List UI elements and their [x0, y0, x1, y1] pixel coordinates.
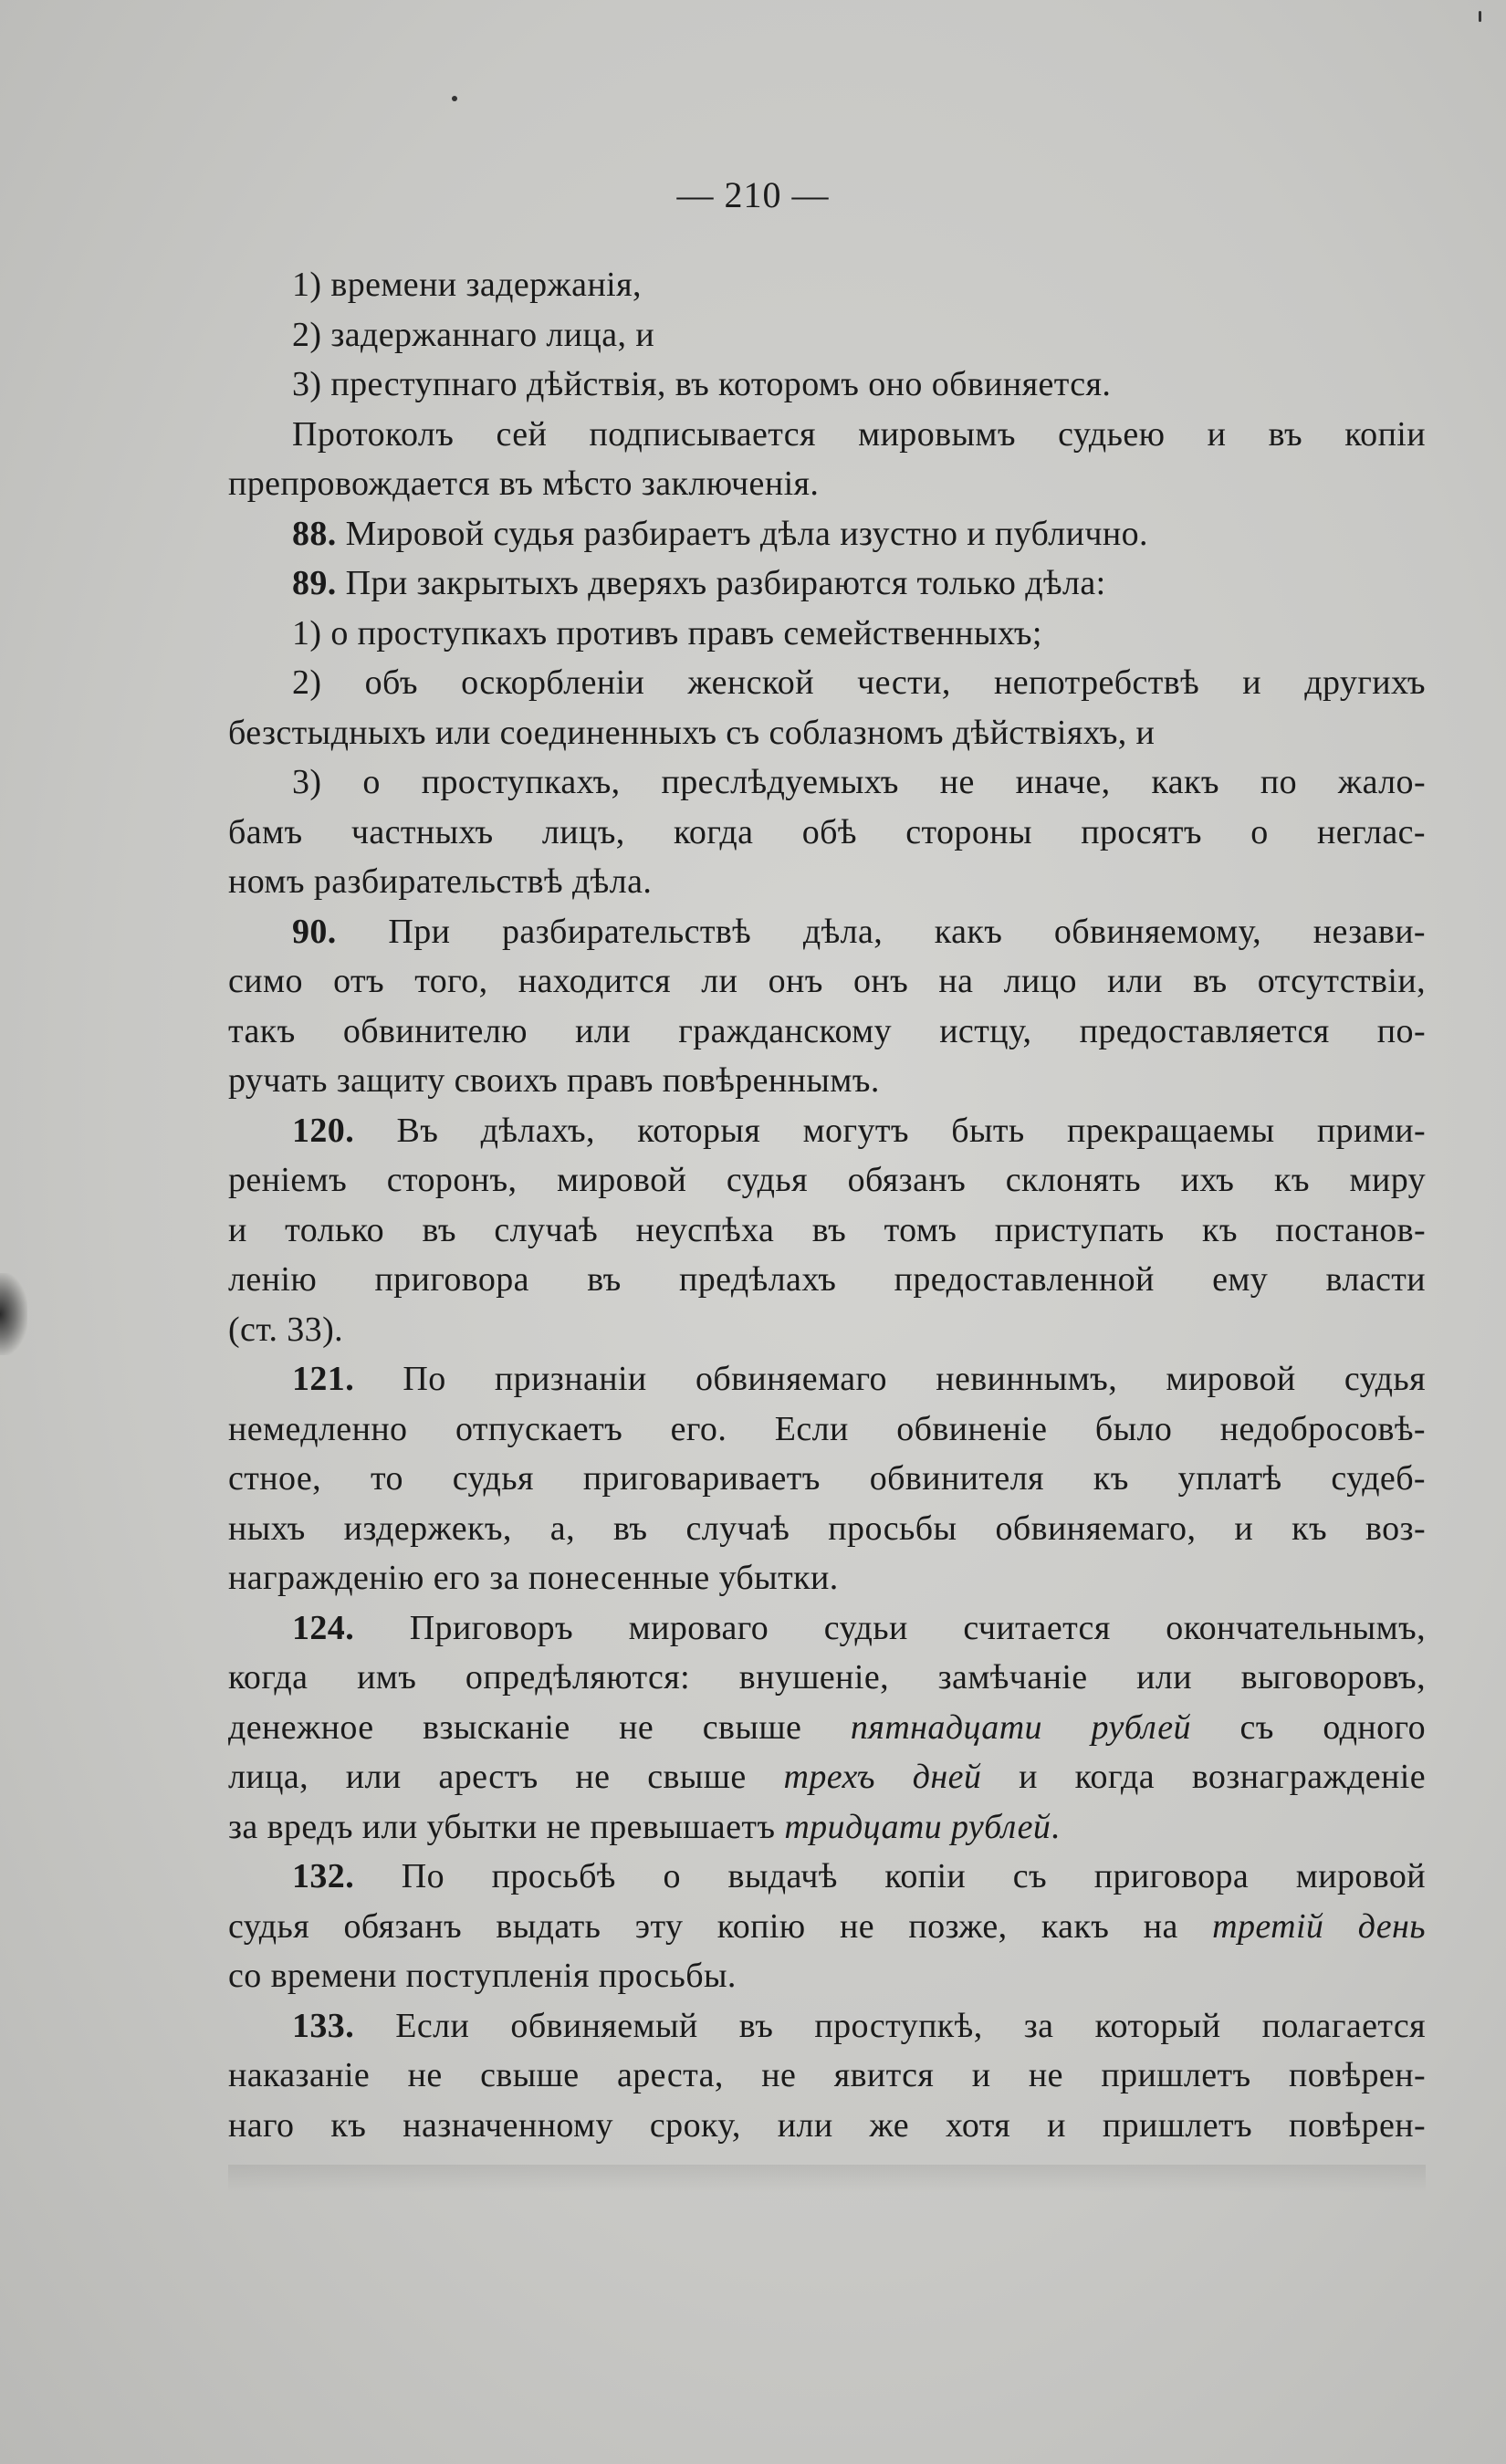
paper-speck [1479, 11, 1481, 22]
text-line: номъ разбирательствѣ дѣла. [228, 862, 653, 901]
text-line: 1) времени задержанія, [292, 266, 642, 304]
text-line: 1) о проступкахъ противъ правъ семейственныхъ; [292, 613, 1042, 653]
paper-speck [452, 96, 457, 101]
article-line: 120. Въ дѣлахъ, которыя могутъ быть прекращаемы прими- [292, 1111, 1426, 1150]
text-line: препровождается въ мѣсто заключенія. [228, 465, 820, 503]
text-line: симо отъ того, находится ли онъ онъ на лицо или въ отсутствіи, [228, 962, 1426, 1000]
body-text [228, 260, 1426, 2150]
text-line: ныхъ издержекъ, а, въ случаѣ просьбы обвиняемаго, и къ воз- [228, 1509, 1426, 1548]
article-line: 88. Мировой судья разбираетъ дѣла изустно и публично. [292, 514, 1148, 553]
text-line: когда имъ опредѣляются: внушеніе, замѣчаніе или выговоровъ, [228, 1658, 1426, 1697]
text-line: за вредъ или убытки не превышаетъ тридцати рублей. [228, 1807, 1061, 1846]
article-number: 90. [292, 912, 337, 951]
article-number: 88. [292, 514, 337, 553]
text-line: реніемъ сторонъ, мировой судья обязанъ склонять ихъ къ миру [228, 1161, 1426, 1199]
article-line: 90. При разбирательствѣ дѣла, какъ обвиняемому, незави- [292, 912, 1426, 951]
italic-phrase: третій день [1212, 1906, 1426, 1946]
article-line: 89. При закрытыхъ дверяхъ разбираются только дѣла: [292, 564, 1106, 602]
italic-phrase: тридцати рублей [784, 1807, 1051, 1846]
text-line: лица, или арестъ не свыше трехъ дней и когда вознагражденіе [228, 1758, 1426, 1796]
text-line: стное, то судья приговариваетъ обвинителя къ уплатѣ судеб- [228, 1459, 1426, 1498]
text-line: со времени поступленія просьбы. [228, 1957, 737, 1995]
text-line: ручать защиту своихъ правъ повѣреннымъ. [228, 1061, 880, 1100]
text-line: такъ обвинителю или гражданскому истцу, предоставляется по- [228, 1011, 1426, 1050]
text-line: 2) объ оскорбленіи женской чести, непотребствѣ и другихъ [292, 663, 1426, 702]
italic-phrase: трехъ дней [783, 1758, 982, 1796]
text-line: 2) задержаннаго лица, и [292, 315, 655, 354]
text-line: наго къ назначенному сроку, или же хотя и пришлетъ повѣрен- [228, 2105, 1426, 2145]
text-line: немедленно отпускаетъ его. Если обвиненіе было недобросовѣ- [228, 1409, 1426, 1448]
text-line: (ст. 33). [228, 1310, 344, 1349]
article-number: 133. [292, 2006, 355, 2045]
italic-phrase: пятнадцати рублей [850, 1707, 1191, 1747]
text-line: награжденію его за понесенные убытки. [228, 1559, 839, 1597]
ink-blot [0, 1273, 27, 1355]
article-number: 121. [292, 1360, 355, 1398]
article-number: 89. [292, 564, 337, 602]
article-number: 120. [292, 1111, 355, 1150]
text-line: Протоколъ сей подписывается мировымъ судьею и въ копіи [292, 414, 1426, 454]
text-line: наказаніе не свыше ареста, не явится и не пришлетъ повѣрен- [228, 2056, 1426, 2094]
show-through-shadow [228, 2165, 1426, 2192]
article-number: 124. [292, 1608, 355, 1647]
text-line: 3) преступнаго дѣйствія, въ которомъ оно обвиняется. [292, 365, 1112, 403]
text-line: судья обязанъ выдать эту копію не позже, какъ на третій день [228, 1906, 1426, 1946]
text-line: денежное взысканіе не свыше пятнадцати рублей съ одного [228, 1707, 1426, 1747]
text-line: бамъ частныхъ лицъ, когда обѣ стороны просятъ о неглас- [228, 812, 1426, 851]
text-line: и только въ случаѣ неуспѣха въ томъ приступать къ постанов- [228, 1210, 1426, 1249]
article-number: 132. [292, 1857, 355, 1895]
article-line: 124. Приговоръ мироваго судьи считается окончательнымъ, [292, 1608, 1426, 1647]
article-line: 121. По признаніи обвиняемаго невиннымъ, мировой судья [292, 1360, 1426, 1398]
text-line: 3) о проступкахъ, преслѣдуемыхъ не иначе, какъ по жало- [292, 763, 1426, 801]
article-line: 132. По просьбѣ о выдачѣ копіи съ приговора мировой [292, 1857, 1426, 1895]
text-line: ленію приговора въ предѣлахъ предоставленной ему власти [228, 1260, 1426, 1299]
text-line: безстыдныхъ или соединенныхъ съ соблазномъ дѣйствіяхъ, и [228, 713, 1156, 752]
article-line: 133. Если обвиняемый въ проступкѣ, за который полагается [292, 2006, 1426, 2045]
page-number: — 210 — [676, 174, 830, 215]
